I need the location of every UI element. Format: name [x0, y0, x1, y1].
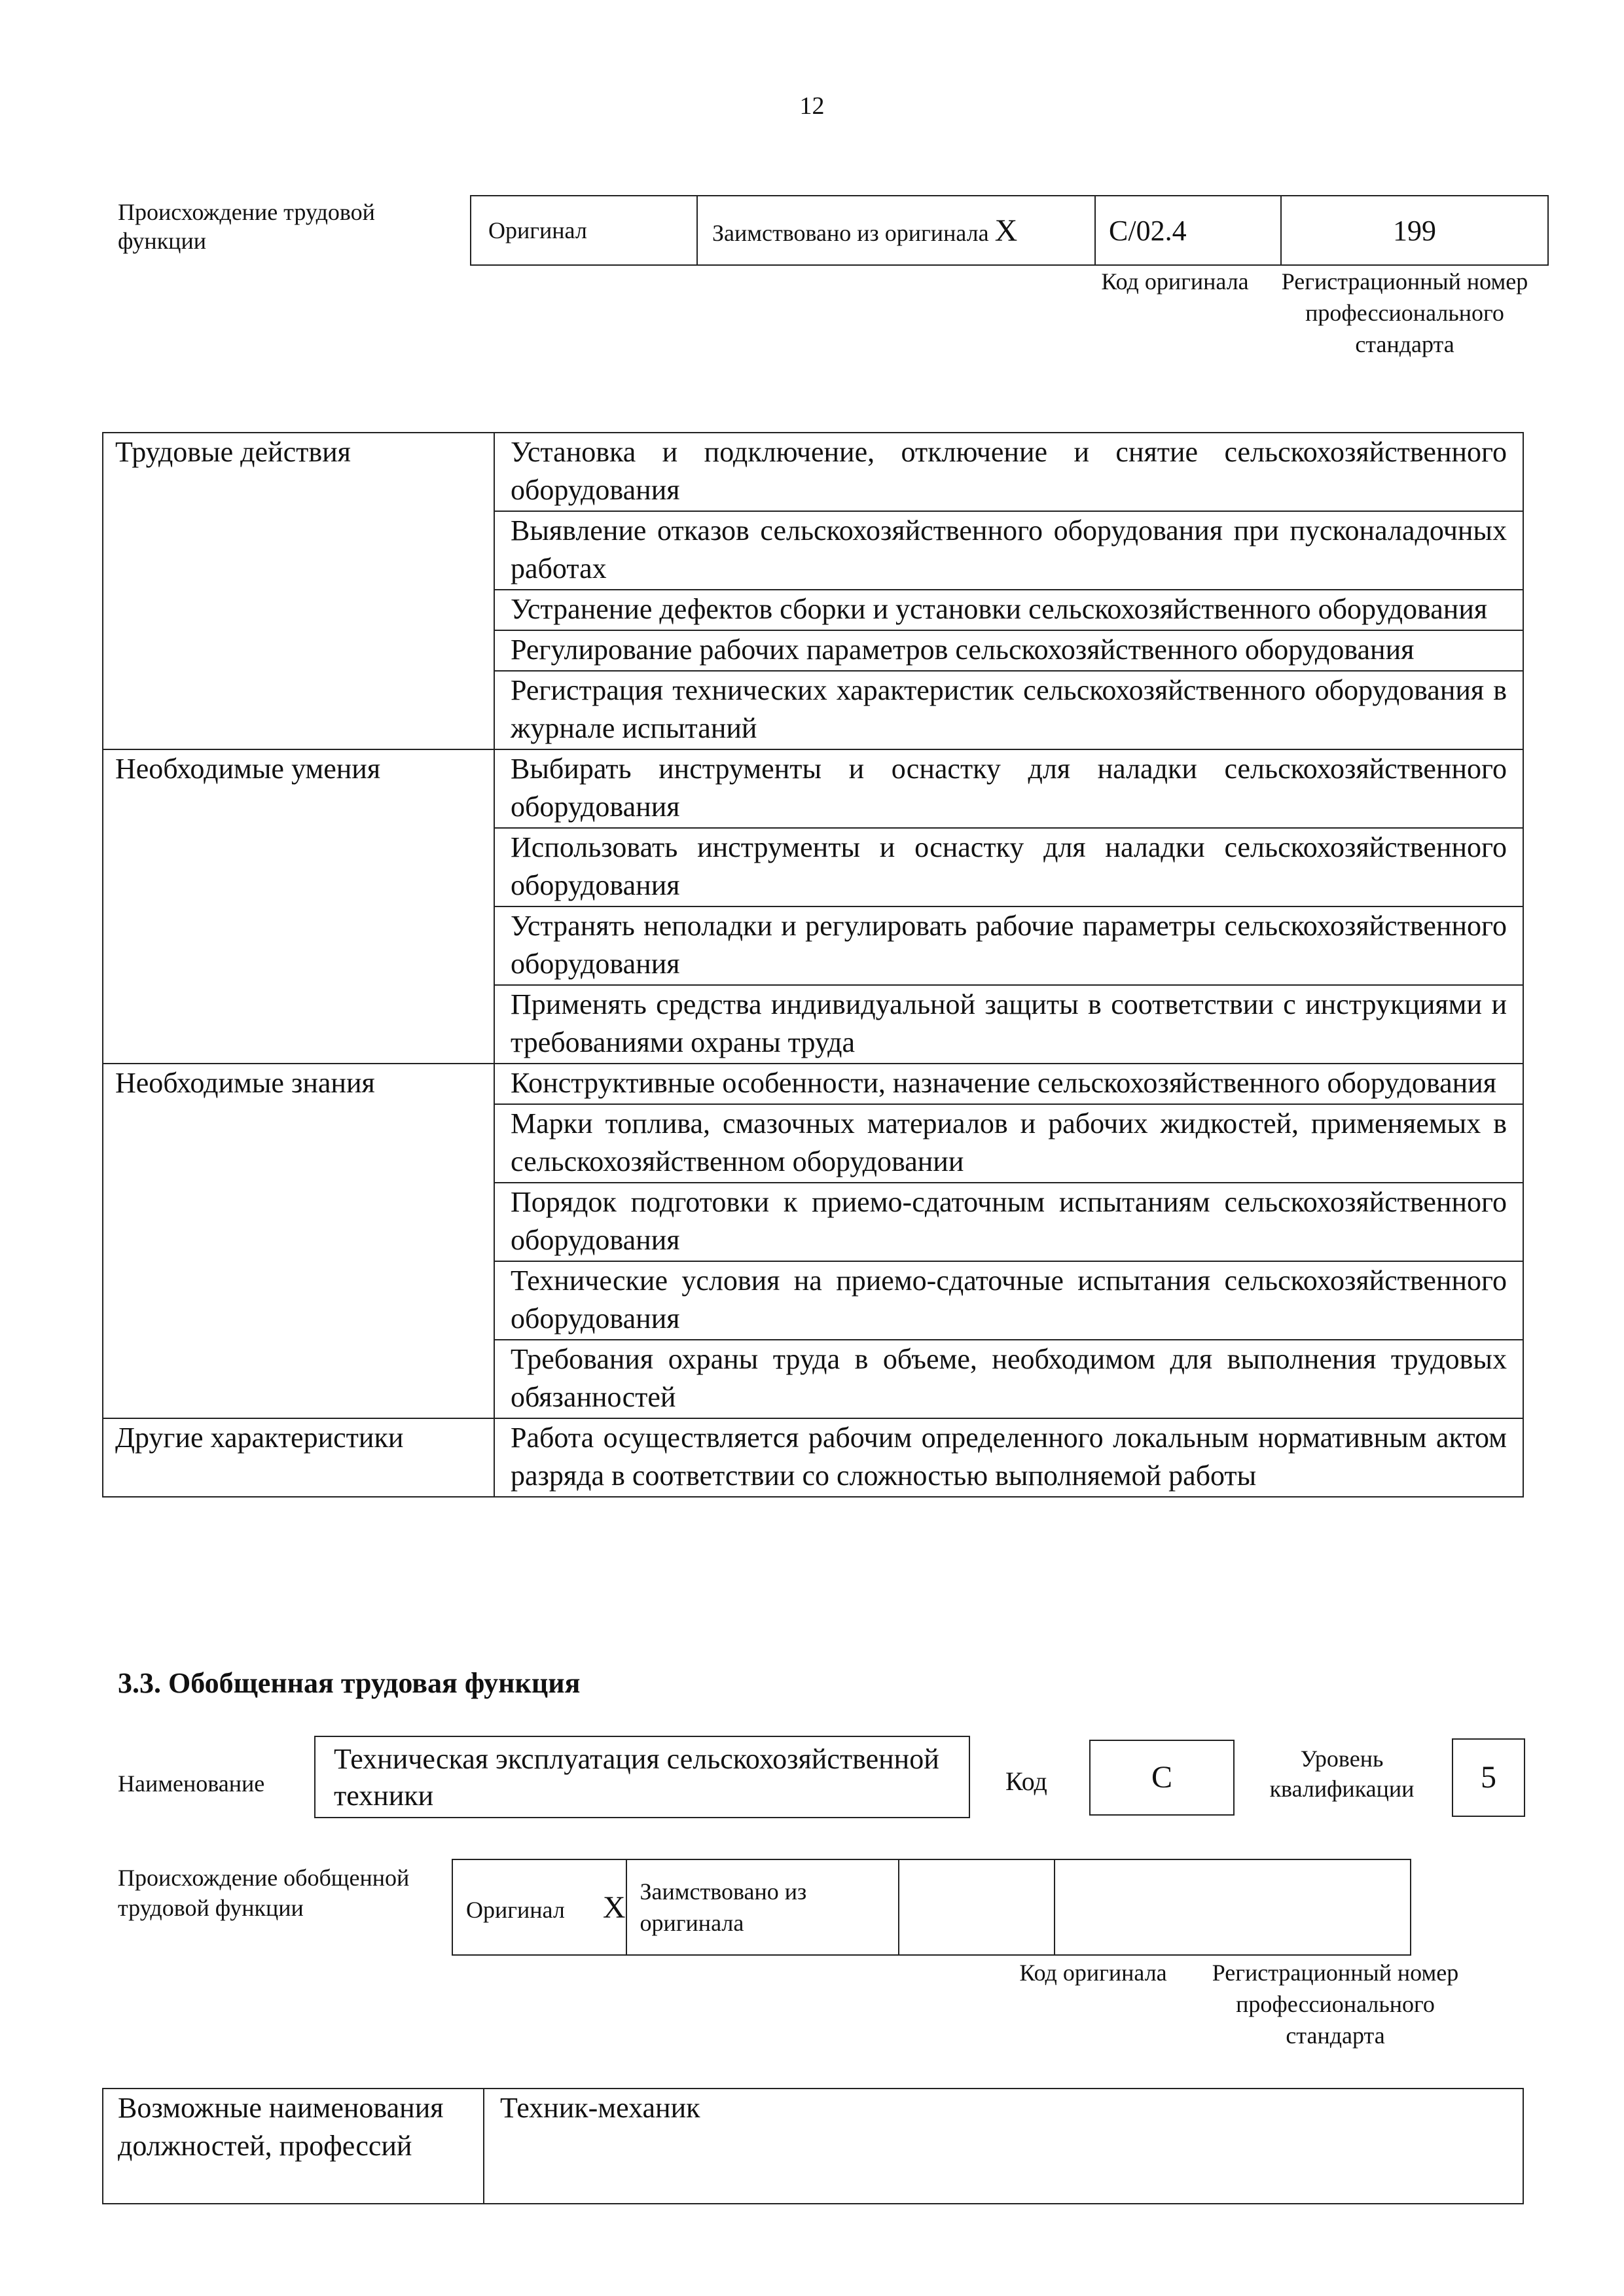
section-label-knowledge: Необходимые знания [103, 1064, 494, 1418]
table-row: Применять средства индивидуальной защиты в соответствии с инструкциями и требованиями охраны труда [494, 985, 1523, 1064]
table-row: Регистрация технических характеристик сельскохозяйственного оборудования в журнале испытаний [494, 671, 1523, 749]
table-row: Установка и подключение, отключение и снятие сельскохозяйственного оборудования [494, 433, 1523, 511]
origin-borrowed-mark: X [994, 213, 1018, 248]
origin-borrowed-text: Заимствовано из оригинала [712, 219, 989, 246]
function-details-table [102, 432, 1524, 1498]
positions-value: Техник-механик [484, 2089, 1523, 2204]
table-row: Конструктивные особенности, назначение сельскохозяйственного оборудования [494, 1064, 1523, 1104]
origin-table [470, 195, 1549, 266]
table-row: Выявление отказов сельскохозяйственного оборудования при пусконаладочных работах [494, 511, 1523, 590]
origin-original-cell: Оригинал [471, 196, 697, 265]
otf-borrowed-cell: Заимствовано из оригинала [626, 1859, 899, 1955]
origin-label: Происхождение трудовой функции [118, 199, 375, 254]
otf-code-cell [899, 1859, 1055, 1955]
section-label-other: Другие характеристики [103, 1418, 494, 1497]
name-value: Техническая эксплуатация сельскохозяйственной техники [314, 1736, 970, 1818]
otf-caption-reg: Регистрационный номер профессионального стандарта [1212, 1960, 1459, 2049]
section-title: 3.3. Обобщенная трудовая функция [118, 1667, 581, 1699]
otf-reg-cell [1055, 1859, 1411, 1955]
level-value: 5 [1452, 1738, 1525, 1817]
table-row: Требования охраны труда в объеме, необходимом для выполнения трудовых обязанностей [494, 1340, 1523, 1418]
otf-caption-code: Код оригинала [1019, 1960, 1167, 1986]
otf-origin-label: Происхождение обобщенной трудовой функции [118, 1865, 410, 1921]
otf-original-mark: X [602, 1890, 626, 1925]
otf-original-text: Оригинал [466, 1896, 565, 1923]
table-row: Работа осуществляется рабочим определенного локальным нормативным актом разряда в соответствии со сложностью выполняемой работы [494, 1418, 1523, 1497]
positions-table [102, 2088, 1524, 2204]
table-row: Технические условия на приемо-сдаточные испытания сельскохозяйственного оборудования [494, 1261, 1523, 1340]
table-row: Порядок подготовки к приемо-сдаточным испытаниям сельскохозяйственного оборудования [494, 1183, 1523, 1261]
table-row: Марки топлива, смазочных материалов и рабочих жидкостей, применяемых в сельскохозяйственном оборудовании [494, 1104, 1523, 1183]
positions-label: Возможные наименования должностей, профессий [103, 2089, 484, 2204]
origin-code-cell: С/02.4 [1095, 196, 1281, 265]
code-value: С [1089, 1740, 1235, 1816]
section-label-labor-actions: Трудовые действия [103, 433, 494, 749]
code-label: Код [1005, 1767, 1047, 1796]
level-label: Уровень квалификации [1269, 1746, 1415, 1802]
caption-reg: Регистрационный номер профессионального стандарта [1281, 268, 1528, 357]
table-row: Использовать инструменты и оснастку для наладки сельскохозяйственного оборудования [494, 828, 1523, 906]
origin-reg-number-cell: 199 [1281, 196, 1548, 265]
section-label-skills: Необходимые умения [103, 749, 494, 1064]
origin-borrowed-cell [697, 196, 1095, 265]
table-row: Устранение дефектов сборки и установки сельскохозяйственного оборудования [494, 590, 1523, 630]
name-label: Наименование [118, 1770, 265, 1797]
table-row: Регулирование рабочих параметров сельскохозяйственного оборудования [494, 630, 1523, 671]
page-number: 12 [799, 92, 825, 120]
table-row: Устранять неполадки и регулировать рабочие параметры сельскохозяйственного оборудования [494, 906, 1523, 985]
otf-original-cell [452, 1859, 626, 1955]
otf-origin-table [452, 1859, 1411, 1956]
caption-code: Код оригинала [1101, 268, 1249, 295]
table-row: Выбирать инструменты и оснастку для наладки сельскохозяйственного оборудования [494, 749, 1523, 828]
